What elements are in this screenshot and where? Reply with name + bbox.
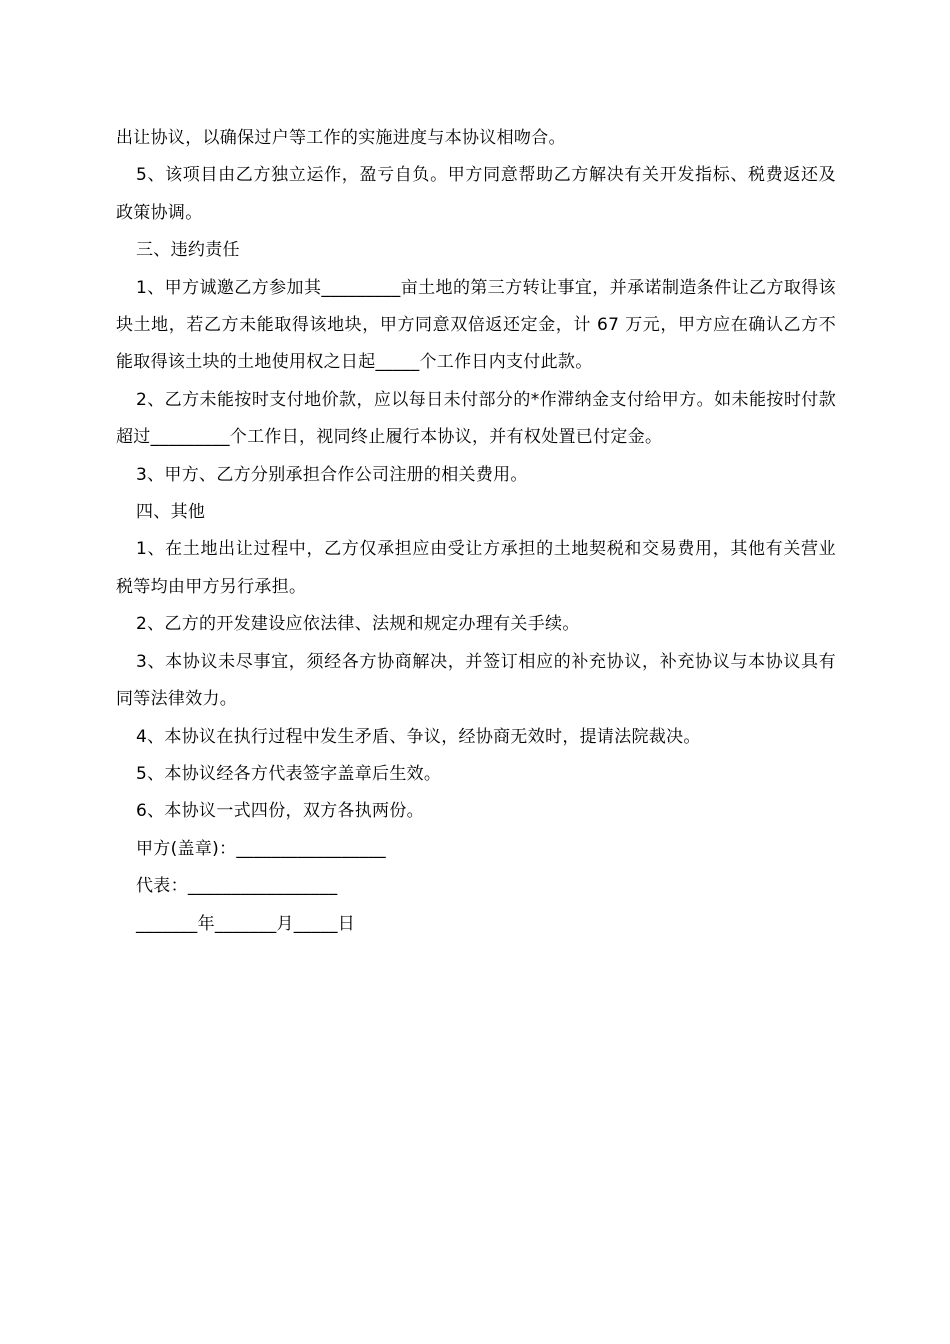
clause-4-4: 4、本协议在执行过程中发生矛盾、争议，经协商无效时，提请法院裁决。 xyxy=(136,726,701,747)
clause-3-1: 1、甲方诚邀乙方参加其_________亩土地的第三方转让事宜，并承诺制造条件让乙方取得该块土地，若乙方未能取得该地块，甲方同意双倍返还定金，计 67 万元，甲方应在确认乙方不能取得该土块的土地使用权之日起_____个工作日内支付此款。 xyxy=(116,277,836,373)
signature-party-a-seal: 甲方(盖章)：_________________ xyxy=(136,838,386,859)
clause-4-5: 5、本协议经各方代表签字盖章后生效。 xyxy=(136,763,442,784)
clause-2-5: 5、该项目由乙方独立运作，盈亏自负。甲方同意帮助乙方解决有关开发指标、税费返还及政策协调。 xyxy=(116,165,836,223)
clause-4-3: 3、本协议未尽事宜，须经各方协商解决，并签订相应的补充协议，补充协议与本协议具有同等法律效力。 xyxy=(116,651,836,710)
clause-3-2: 2、乙方未能按时支付地价款，应以每日未付部分的*作滞纳金支付给甲方。如未能按时付款超过_________个工作日，视同终止履行本协议，并有权处置已付定金。 xyxy=(116,389,836,448)
document-body xyxy=(116,120,836,943)
section-heading-other: 四、其他 xyxy=(136,502,206,523)
clause-4-2: 2、乙方的开发建设应依法律、法规和规定办理有关手续。 xyxy=(136,614,580,635)
clause-4-1: 1、在土地出让过程中，乙方仅承担应由受让方承担的土地契税和交易费用，其他有关营业税等均由甲方另行承担。 xyxy=(116,539,836,597)
signature-representative: 代表：_________________ xyxy=(136,876,338,897)
signature-date: _______年_______月_____日 xyxy=(136,913,356,934)
clause-3-3: 3、甲方、乙方分别承担合作公司注册的相关费用。 xyxy=(136,464,528,485)
section-heading-breach-liability: 三、违约责任 xyxy=(136,240,240,261)
clause-4-6: 6、本协议一式四份，双方各执两份。 xyxy=(136,801,424,822)
paragraph-continuation: 出让协议，以确保过户等工作的实施进度与本协议相吻合。 xyxy=(116,128,566,148)
